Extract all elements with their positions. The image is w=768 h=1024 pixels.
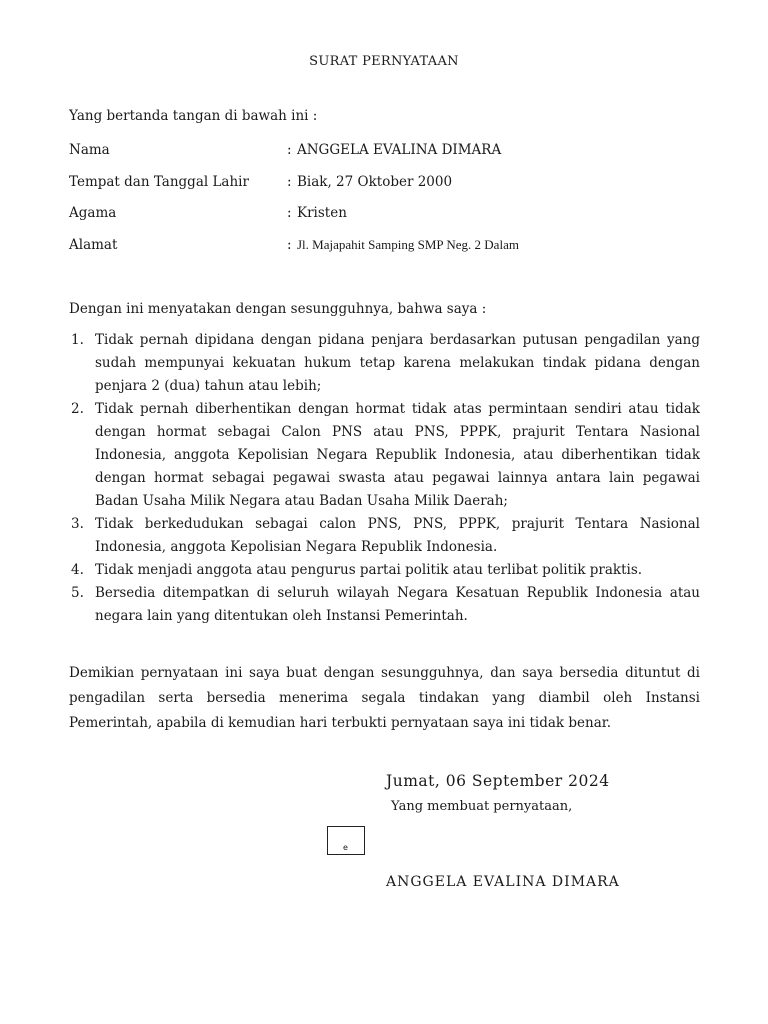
list-item-text: Tidak pernah diberhentikan dengan hormat tidak atas permintaan sendiri atau tidak dengan hormat sebagai Calon PNS atau PNS, PPPK, prajurit Tentara Nasional Indonesia, anggota Kepolisian Negara Republik Indonesia, atau diberhentikan tidak dengan hormat sebagai pegawai swasta atau pegawai lainnya antara lain pegawai Badan Usaha Milik Negara atau Badan Usaha Milik Daerah; — [95, 401, 700, 509]
document-title: SURAT PERNYATAAN — [309, 54, 459, 69]
field-value: Jl. Majapahit Samping SMP Neg. 2 Dalam — [297, 237, 519, 252]
field-colon: : — [287, 174, 292, 190]
stamp-box — [327, 826, 365, 855]
list-item-text: Tidak pernah dipidana dengan pidana penjara berdasarkan putusan pengadilan yang sudah mempunyai kekuatan hukum tetap karena melakukan tindak pidana dengan penjara 2 (dua) tahun atau lebih; — [95, 332, 700, 394]
field-value: Biak, 27 Oktober 2000 — [297, 174, 453, 190]
signing-date: Jumat, 06 September 2024 — [386, 772, 610, 790]
list-item — [69, 582, 700, 628]
list-item-text: Bersedia ditempatkan di seluruh wilayah Negara Kesatuan Republik Indonesia atau negara lain yang ditentukan oleh Instansi Pemerintah. — [95, 585, 700, 624]
maker-label: Yang membuat pernyataan, — [391, 799, 573, 814]
list-item-number: 1. — [71, 332, 84, 348]
list-item — [69, 398, 700, 513]
field-colon: : — [287, 205, 292, 221]
list-item-number: 5. — [71, 585, 84, 601]
field-label: Nama — [69, 142, 110, 158]
field-colon: : — [287, 142, 292, 158]
list-item-text: Tidak berkedudukan sebagai calon PNS, PNS, PPPK, prajurit Tentara Nasional Indonesia, anggota Kepolisian Negara Republik Indonesia. — [95, 516, 700, 555]
list-item-text: Tidak menjadi anggota atau pengurus partai politik atau terlibat politik praktis. — [95, 562, 643, 578]
closing-paragraph: Demikian pernyataan ini saya buat dengan sesungguhnya, dan saya bersedia dituntut di pengadilan serta bersedia menerima segala tindakan yang diambil oleh Instansi Pemerintah, apabila di kemudian hari terbukti pernyataan saya ini tidak benar. — [69, 665, 700, 731]
statement-intro: Dengan ini menyatakan dengan sesungguhnya, bahwa saya : — [69, 301, 487, 317]
field-label: Tempat dan Tanggal Lahir — [69, 174, 249, 190]
statement-list — [69, 329, 700, 628]
signer-name: ANGGELA EVALINA DIMARA — [386, 874, 620, 890]
list-item-number: 2. — [71, 401, 84, 417]
list-item-number: 4. — [71, 562, 84, 578]
stamp-text: e — [343, 843, 348, 852]
field-label: Alamat — [69, 237, 118, 253]
list-item — [69, 513, 700, 559]
field-colon: : — [287, 237, 292, 253]
field-value: ANGGELA EVALINA DIMARA — [297, 142, 502, 158]
list-item — [69, 329, 700, 398]
field-label: Agama — [69, 205, 117, 221]
list-item — [69, 559, 700, 582]
list-item-number: 3. — [71, 516, 84, 532]
field-value: Kristen — [297, 205, 347, 221]
intro-text: Yang bertanda tangan di bawah ini : — [69, 108, 318, 124]
